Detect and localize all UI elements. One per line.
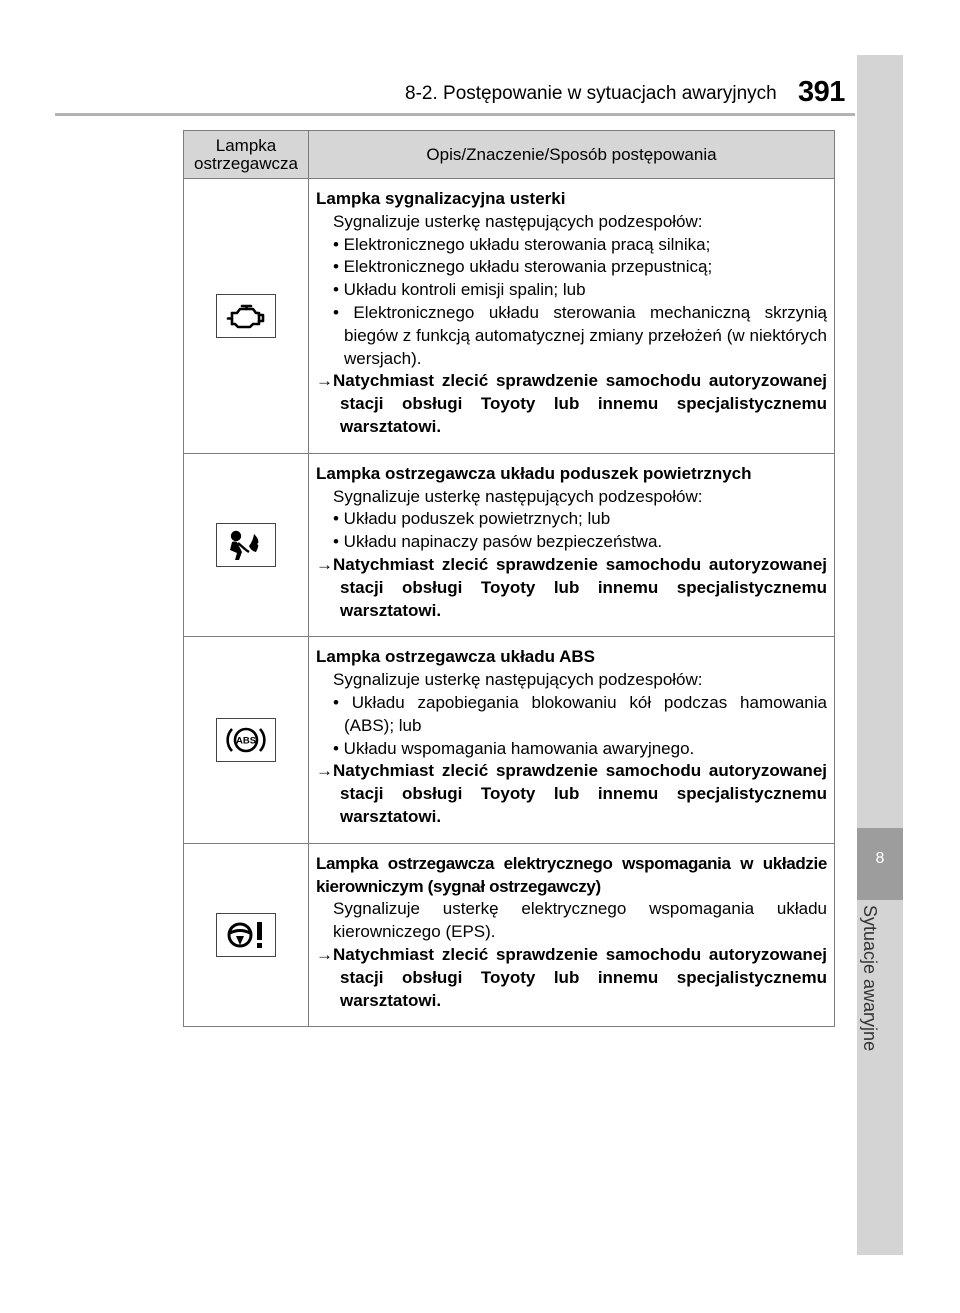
lamp-title: Lampka ostrzegawcza układu ABS	[316, 647, 596, 667]
bullet-item: • Układu napinaczy pasów bezpieczeństwa.	[333, 532, 663, 552]
action-instruction: →Natychmiast zlecić sprawdzenie samochodu autoryzowanej stacji obsługi Toyoty lub innemu specjalistycznemu warsztatowi.	[316, 944, 827, 1010]
bullet-item: • Elektronicznego układu sterowania przepustnicą;	[333, 257, 713, 277]
lamp-intro: Sygnalizuje usterkę następujących podzespołów:	[333, 670, 703, 690]
check-engine-icon	[216, 294, 276, 338]
section-label: Sytuacje awaryjne	[860, 905, 880, 1052]
lamp-intro: Sygnalizuje usterkę następujących podzespołów:	[333, 211, 703, 231]
chapter-sidebar	[857, 55, 903, 1255]
header-title: 8-2. Postępowanie w sytuacjach awaryjnych	[405, 83, 777, 104]
action-instruction: →Natychmiast zlecić sprawdzenie samochodu autoryzowanej stacji obsługi Toyoty lub innemu specjalistycznemu warsztatowi.	[316, 371, 827, 436]
table-row	[184, 637, 835, 843]
lamp-cell	[184, 843, 309, 1027]
table-row	[184, 179, 835, 454]
lamp-cell	[184, 179, 309, 454]
bullet-item: • Układu zapobiegania blokowaniu kół podczas hamowania (ABS); lub	[333, 692, 827, 735]
action-instruction: →Natychmiast zlecić sprawdzenie samochodu autoryzowanej stacji obsługi Toyoty lub innemu specjalistycznemu warsztatowi.	[316, 554, 827, 620]
lamp-intro: Sygnalizuje usterkę elektrycznego wspomagania układu kierowniczego (EPS).	[333, 899, 827, 942]
lamp-title: Lampka ostrzegawcza układu poduszek powietrznych	[316, 463, 752, 483]
chapter-number: 8	[875, 850, 885, 867]
lamp-title: Lampka sygnalizacyjna usterki	[316, 189, 566, 208]
description-cell	[309, 179, 835, 454]
lamp-cell	[184, 637, 309, 843]
lamp-title: Lampka ostrzegawcza elektrycznego wspomagania w układzie kierowniczym (sygnał ostrzegawczy)	[316, 853, 827, 896]
table-row	[184, 843, 835, 1027]
column-header-lamp-line1: Lampka	[215, 135, 277, 155]
bullet-item: • Elektronicznego układu sterowania mechaniczną skrzynią biegów z funkcją automatycznej zmiany przełożeń (w niektórych wersjach).	[333, 302, 827, 368]
header-divider	[55, 113, 855, 116]
action-instruction: →Natychmiast zlecić sprawdzenie samochodu autoryzowanej stacji obsługi Toyoty lub innemu specjalistycznemu warsztatowi.	[316, 761, 827, 826]
column-header-lamp-line2: ostrzegawcza	[194, 153, 298, 173]
bullet-item: • Układu poduszek powietrznych; lub	[333, 509, 611, 529]
description-cell	[309, 453, 835, 637]
description-cell	[309, 843, 835, 1027]
abs-icon	[216, 718, 276, 762]
description-cell	[309, 637, 835, 843]
power-steering-warning-icon	[216, 913, 276, 957]
bullet-item: • Układu kontroli emisji spalin; lub	[333, 280, 586, 300]
lamp-intro: Sygnalizuje usterkę następujących podzespołów:	[333, 486, 703, 506]
bullet-item: • Elektronicznego układu sterowania pracą silnika;	[333, 234, 711, 254]
column-header-description: Opis/Znaczenie/Sposób postępowania	[309, 131, 835, 179]
page-number: 391	[798, 76, 845, 108]
warning-lamp-table	[183, 130, 835, 1027]
table-header-row	[184, 131, 835, 179]
airbag-icon	[216, 523, 276, 567]
lamp-cell	[184, 453, 309, 637]
bullet-item: • Układu wspomagania hamowania awaryjnego.	[333, 738, 695, 758]
column-header-lamp	[184, 131, 309, 179]
abs-icon-label: ABS	[235, 735, 257, 747]
table-row	[184, 453, 835, 637]
